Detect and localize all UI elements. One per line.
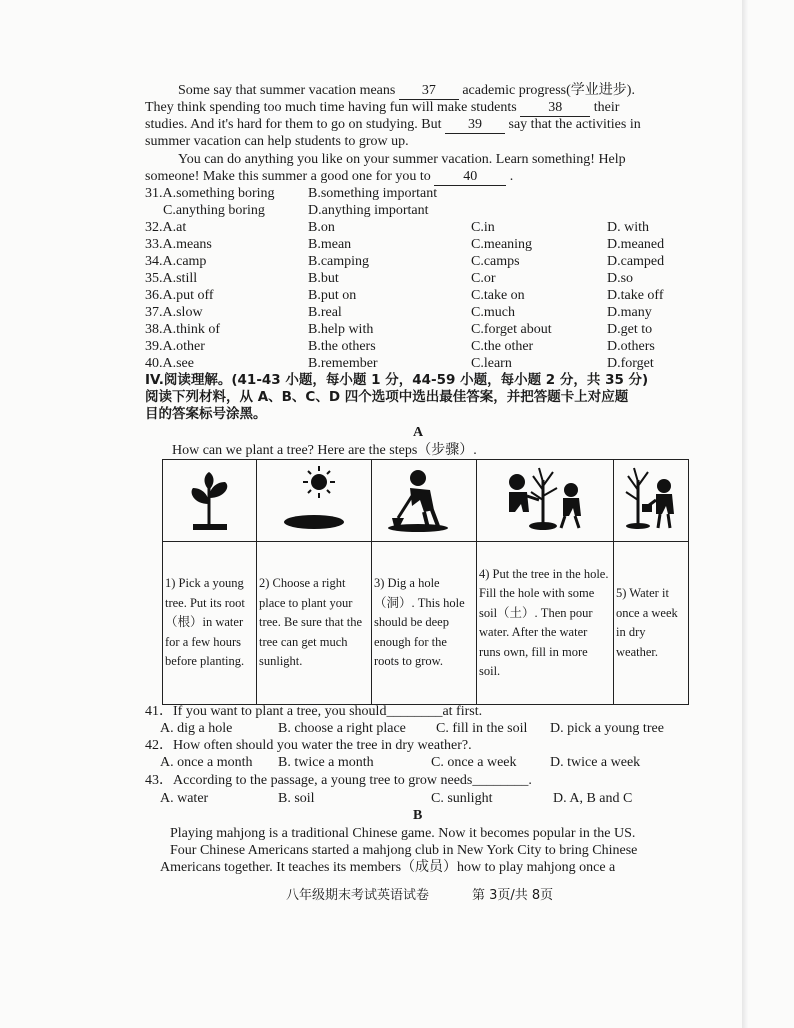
cloze-text: . xyxy=(509,169,514,184)
option-39c: C.the other xyxy=(471,339,534,354)
step-5-picture xyxy=(614,460,689,542)
watering-tree-icon xyxy=(614,460,688,536)
option-31b: B.something important xyxy=(308,186,438,201)
option-31d: D.anything important xyxy=(308,203,429,218)
steps-intro: How can we plant a tree? Here are the steps（步骤）. xyxy=(172,443,477,458)
seedling-icon xyxy=(163,460,256,536)
option-37d: D.many xyxy=(607,305,652,320)
option-35d: D.so xyxy=(607,271,634,286)
section-4-heading: IV.阅读理解。(41-43 小题，每小题 1 分，44-59 小题，每小题 2 分，共 35 分) xyxy=(145,372,649,388)
q42-option-a: A. once a month xyxy=(160,755,253,770)
option-33b: B.mean xyxy=(308,237,352,252)
option-33d: D.meaned xyxy=(607,237,665,252)
step-1-picture xyxy=(163,460,257,542)
option-36b: B.put on xyxy=(308,288,357,303)
part-b-line-3: Americans together. It teaches its members（成员）how to play mahjong once a xyxy=(160,860,616,875)
blank-38: 38 xyxy=(520,99,590,117)
step-1-text: 1) Pick a young tree. Put its root（根）in water for a few hours before planting. xyxy=(163,542,257,705)
step-4-picture xyxy=(477,460,614,542)
option-39b: B.the others xyxy=(308,339,376,354)
cloze-text: studies. And it's hard for them to go on studying. But xyxy=(145,117,442,132)
part-b-line-2: Four Chinese Americans started a mahjong club in New York City to bring Chinese xyxy=(170,843,638,858)
section-4-instruction-1: 阅读下列材料，从 A、B、C、D 四个选项中选出最佳答案，并把答题卡上对应题 xyxy=(145,389,629,405)
q43-option-b: B. soil xyxy=(278,791,315,806)
section-4-instruction-2: 目的答案标号涂黑。 xyxy=(145,406,267,422)
option-32c: C.in xyxy=(471,220,495,235)
option-36c: C.take on xyxy=(471,288,525,303)
option-36a: 36.A.put off xyxy=(145,288,214,303)
option-38b: B.help with xyxy=(308,322,374,337)
step-4-text: 4) Put the tree in the hole. Fill the hole with some soil（土）. Then pour water. After the water runs own, fill in more soil. xyxy=(477,542,614,705)
cloze-text: their xyxy=(593,100,620,115)
option-36d: D.take off xyxy=(607,288,664,303)
cloze-text: Some say that summer vacation means xyxy=(178,83,396,98)
cloze-line-6 xyxy=(145,168,513,186)
option-40c: C.learn xyxy=(471,356,512,371)
option-39a: 39.A.other xyxy=(145,339,205,354)
q43-option-d: D. A, B and C xyxy=(553,791,633,806)
step-2-text: 2) Choose a right place to plant your tree. Be sure that the tree can get much sunlight. xyxy=(257,542,372,705)
option-33a: 33.A.means xyxy=(145,237,212,252)
option-35b: B.but xyxy=(308,271,339,286)
cloze-line-3 xyxy=(145,116,641,134)
q41-option-a: A. dig a hole xyxy=(160,721,233,736)
cloze-text: someone! Make this summer a good one for you to xyxy=(145,169,431,184)
option-38c: C.forget about xyxy=(471,322,552,337)
q42-option-c: C. once a week xyxy=(431,755,517,770)
q43-option-c: C. sunlight xyxy=(431,791,493,806)
q42-option-b: B. twice a month xyxy=(278,755,374,770)
part-b-line-1: Playing mahjong is a traditional Chinese game. Now it becomes popular in the US. xyxy=(170,826,636,841)
option-34d: D.camped xyxy=(607,254,665,269)
option-34a: 34.A.camp xyxy=(145,254,207,269)
digging-child-icon xyxy=(372,460,476,536)
part-a-label: A xyxy=(413,425,424,440)
page-number: 第 3页/共 8页 xyxy=(472,888,554,903)
option-31c: C.anything boring xyxy=(163,203,265,218)
blank-37: 37 xyxy=(399,82,459,100)
option-32b: B.on xyxy=(308,220,335,235)
steps-table xyxy=(162,459,689,705)
part-b-label: B xyxy=(413,808,423,823)
option-40b: B.remember xyxy=(308,356,378,371)
q41-option-c: C. fill in the soil xyxy=(436,721,528,736)
footer-title: 八年级期末考试英语试卷 xyxy=(286,888,430,903)
q41-option-d: D. pick a young tree xyxy=(550,721,664,736)
option-34b: B.camping xyxy=(308,254,370,269)
page-edge-shadow xyxy=(742,0,748,1028)
cloze-line-1 xyxy=(178,82,635,100)
planting-tree-icon xyxy=(477,460,613,536)
option-32d: D. with xyxy=(607,220,649,235)
step-2-picture xyxy=(257,460,372,542)
cloze-text: academic progress(学业进步). xyxy=(462,83,635,98)
step-3-picture xyxy=(372,460,477,542)
cloze-line-2 xyxy=(145,99,619,117)
option-33c: C.meaning xyxy=(471,237,533,252)
blank-39: 39 xyxy=(445,116,505,134)
option-40a: 40.A.see xyxy=(145,356,194,371)
q42-option-d: D. twice a week xyxy=(550,755,641,770)
option-38d: D.get to xyxy=(607,322,653,337)
cloze-text: say that the activities in xyxy=(508,117,641,132)
option-40d: D.forget xyxy=(607,356,654,371)
q41-option-b: B. choose a right place xyxy=(278,721,406,736)
blank-40: 40 xyxy=(434,168,506,186)
cloze-line-4: summer vacation can help students to grow up. xyxy=(145,134,409,149)
question-41: 41．If you want to plant a tree, you should________at first. xyxy=(145,704,483,719)
option-35a: 35.A.still xyxy=(145,271,198,286)
option-35c: C.or xyxy=(471,271,496,286)
option-32a: 32.A.at xyxy=(145,220,187,235)
step-3-text: 3) Dig a hole（洞）. This hole should be deep enough for the roots to grow. xyxy=(372,542,477,705)
step-5-text: 5) Water it once a week in dry weather. xyxy=(614,542,689,705)
option-37a: 37.A.slow xyxy=(145,305,203,320)
option-38a: 38.A.think of xyxy=(145,322,221,337)
question-43: 43．According to the passage, a young tree to grow needs________. xyxy=(145,773,532,788)
option-37c: C.much xyxy=(471,305,515,320)
sun-and-ground-icon xyxy=(257,460,371,536)
option-34c: C.camps xyxy=(471,254,520,269)
option-31a: 31.A.something boring xyxy=(145,186,275,201)
question-42: 42．How often should you water the tree in dry weather?. xyxy=(145,738,472,753)
cloze-text: They think spending too much time having fun will make students xyxy=(145,100,517,115)
cloze-line-5: You can do anything you like on your summer vacation. Learn something! Help xyxy=(178,152,626,167)
option-37b: B.real xyxy=(308,305,342,320)
q43-option-a: A. water xyxy=(160,791,209,806)
option-39d: D.others xyxy=(607,339,655,354)
